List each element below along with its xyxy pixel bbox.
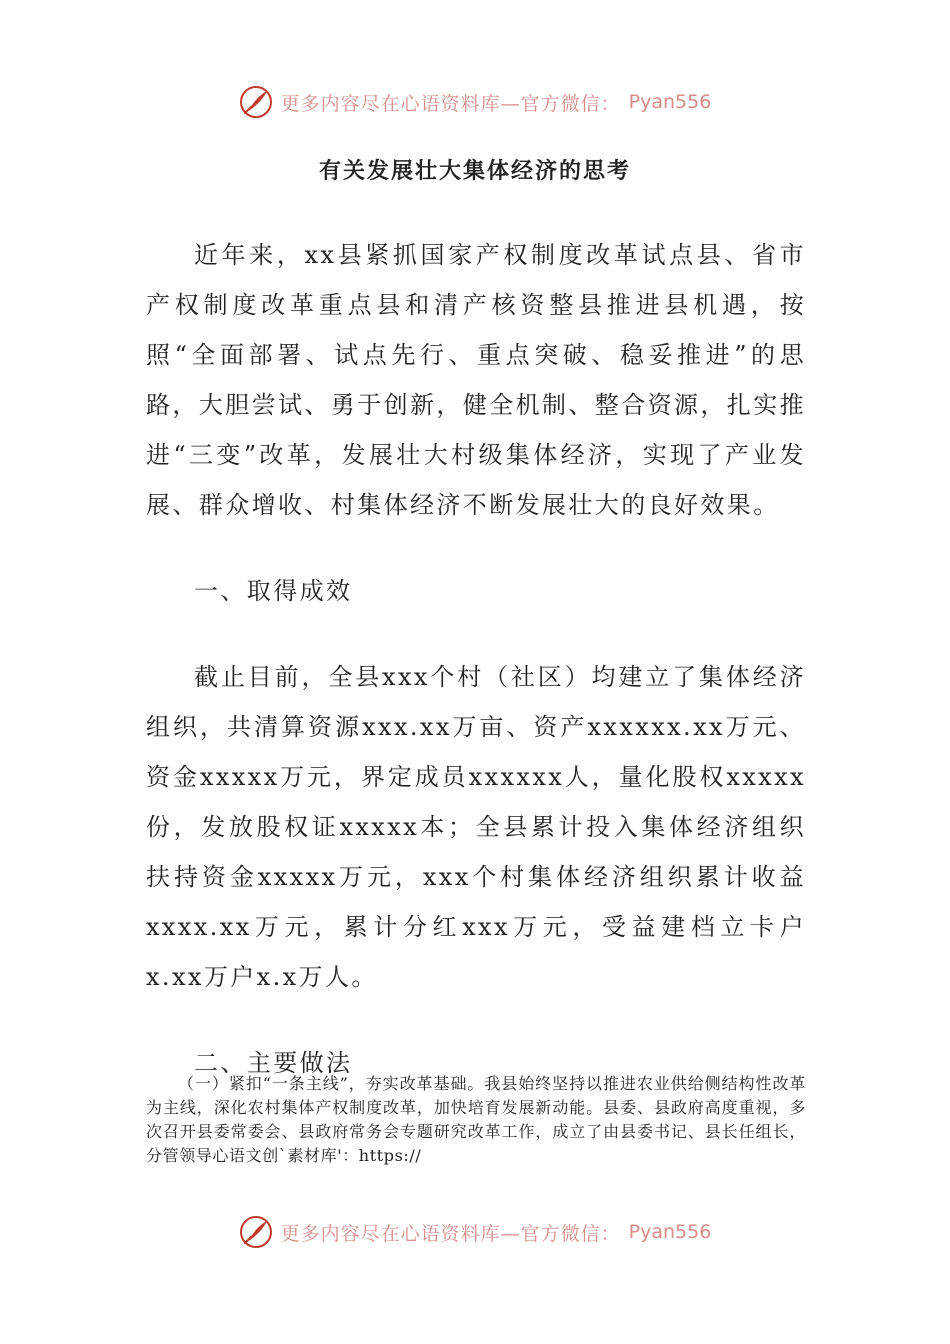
document-title: 有关发展壮大集体经济的思考 [318,159,631,184]
intro-paragraph: 近年来，xx县紧抓国家产权制度改革试点县、省市产权制度改革重点县和清产核资整县推进县机遇，按照“全面部署、试点先行、重点突破、稳妥推进”的思路，大胆尝试、勇于创新，健全机制、整合资源，扎实推进“三变”改革，发展壮大村级集体经济，实现了产业发展、群众增收、村集体经济不断发展壮大的良好效果。 [146,241,806,519]
methods-subsection-paragraph: （一）紧扣“一条主线”，夯实改革基础。我县始终坚持以推进农业供给侧结构性改革为主线，深化农村集体产权制度改革，加快培育发展新动能。县委、县政府高度重视，多次召开县委常委会、县政府常务会专题研究改革工作，成立了由县委书记、县长任组长，分管领导心语文创`素材库'：https:// [146,1074,806,1165]
results-paragraph: 截止目前，全县xxx个村（社区）均建立了集体经济组织，共清算资源xxx.xx万亩、资产xxxxxx.xx万元、资金xxxxx万元，界定成员xxxxxx人，量化股权xxxxx份，发放股权证xxxxx本；全县累计投入集体经济组织扶持资金xxxxx万元，xxx个村集体经济组织累计收益xxxx.xx万元，累计分红xxx万元，受益建档立卡户x.xx万户x.x万人。 [146,663,806,991]
watermark-text: 更多内容尽在心语资料库—官方微信： [280,1222,621,1245]
document-body [146,230,806,1124]
quill-logo-icon [239,85,273,119]
section-heading-results: 一、取得成效 [194,577,353,605]
watermark-wechat-id: Pyan556 [628,91,712,113]
footer-watermark [0,1212,950,1252]
section-heading-methods: 二、主要做法 [194,1049,353,1077]
watermark-wechat-id: Pyan556 [628,1221,712,1243]
header-watermark [0,82,950,122]
quill-logo-icon [239,1215,273,1249]
watermark-text: 更多内容尽在心语资料库—官方微信： [280,92,621,115]
